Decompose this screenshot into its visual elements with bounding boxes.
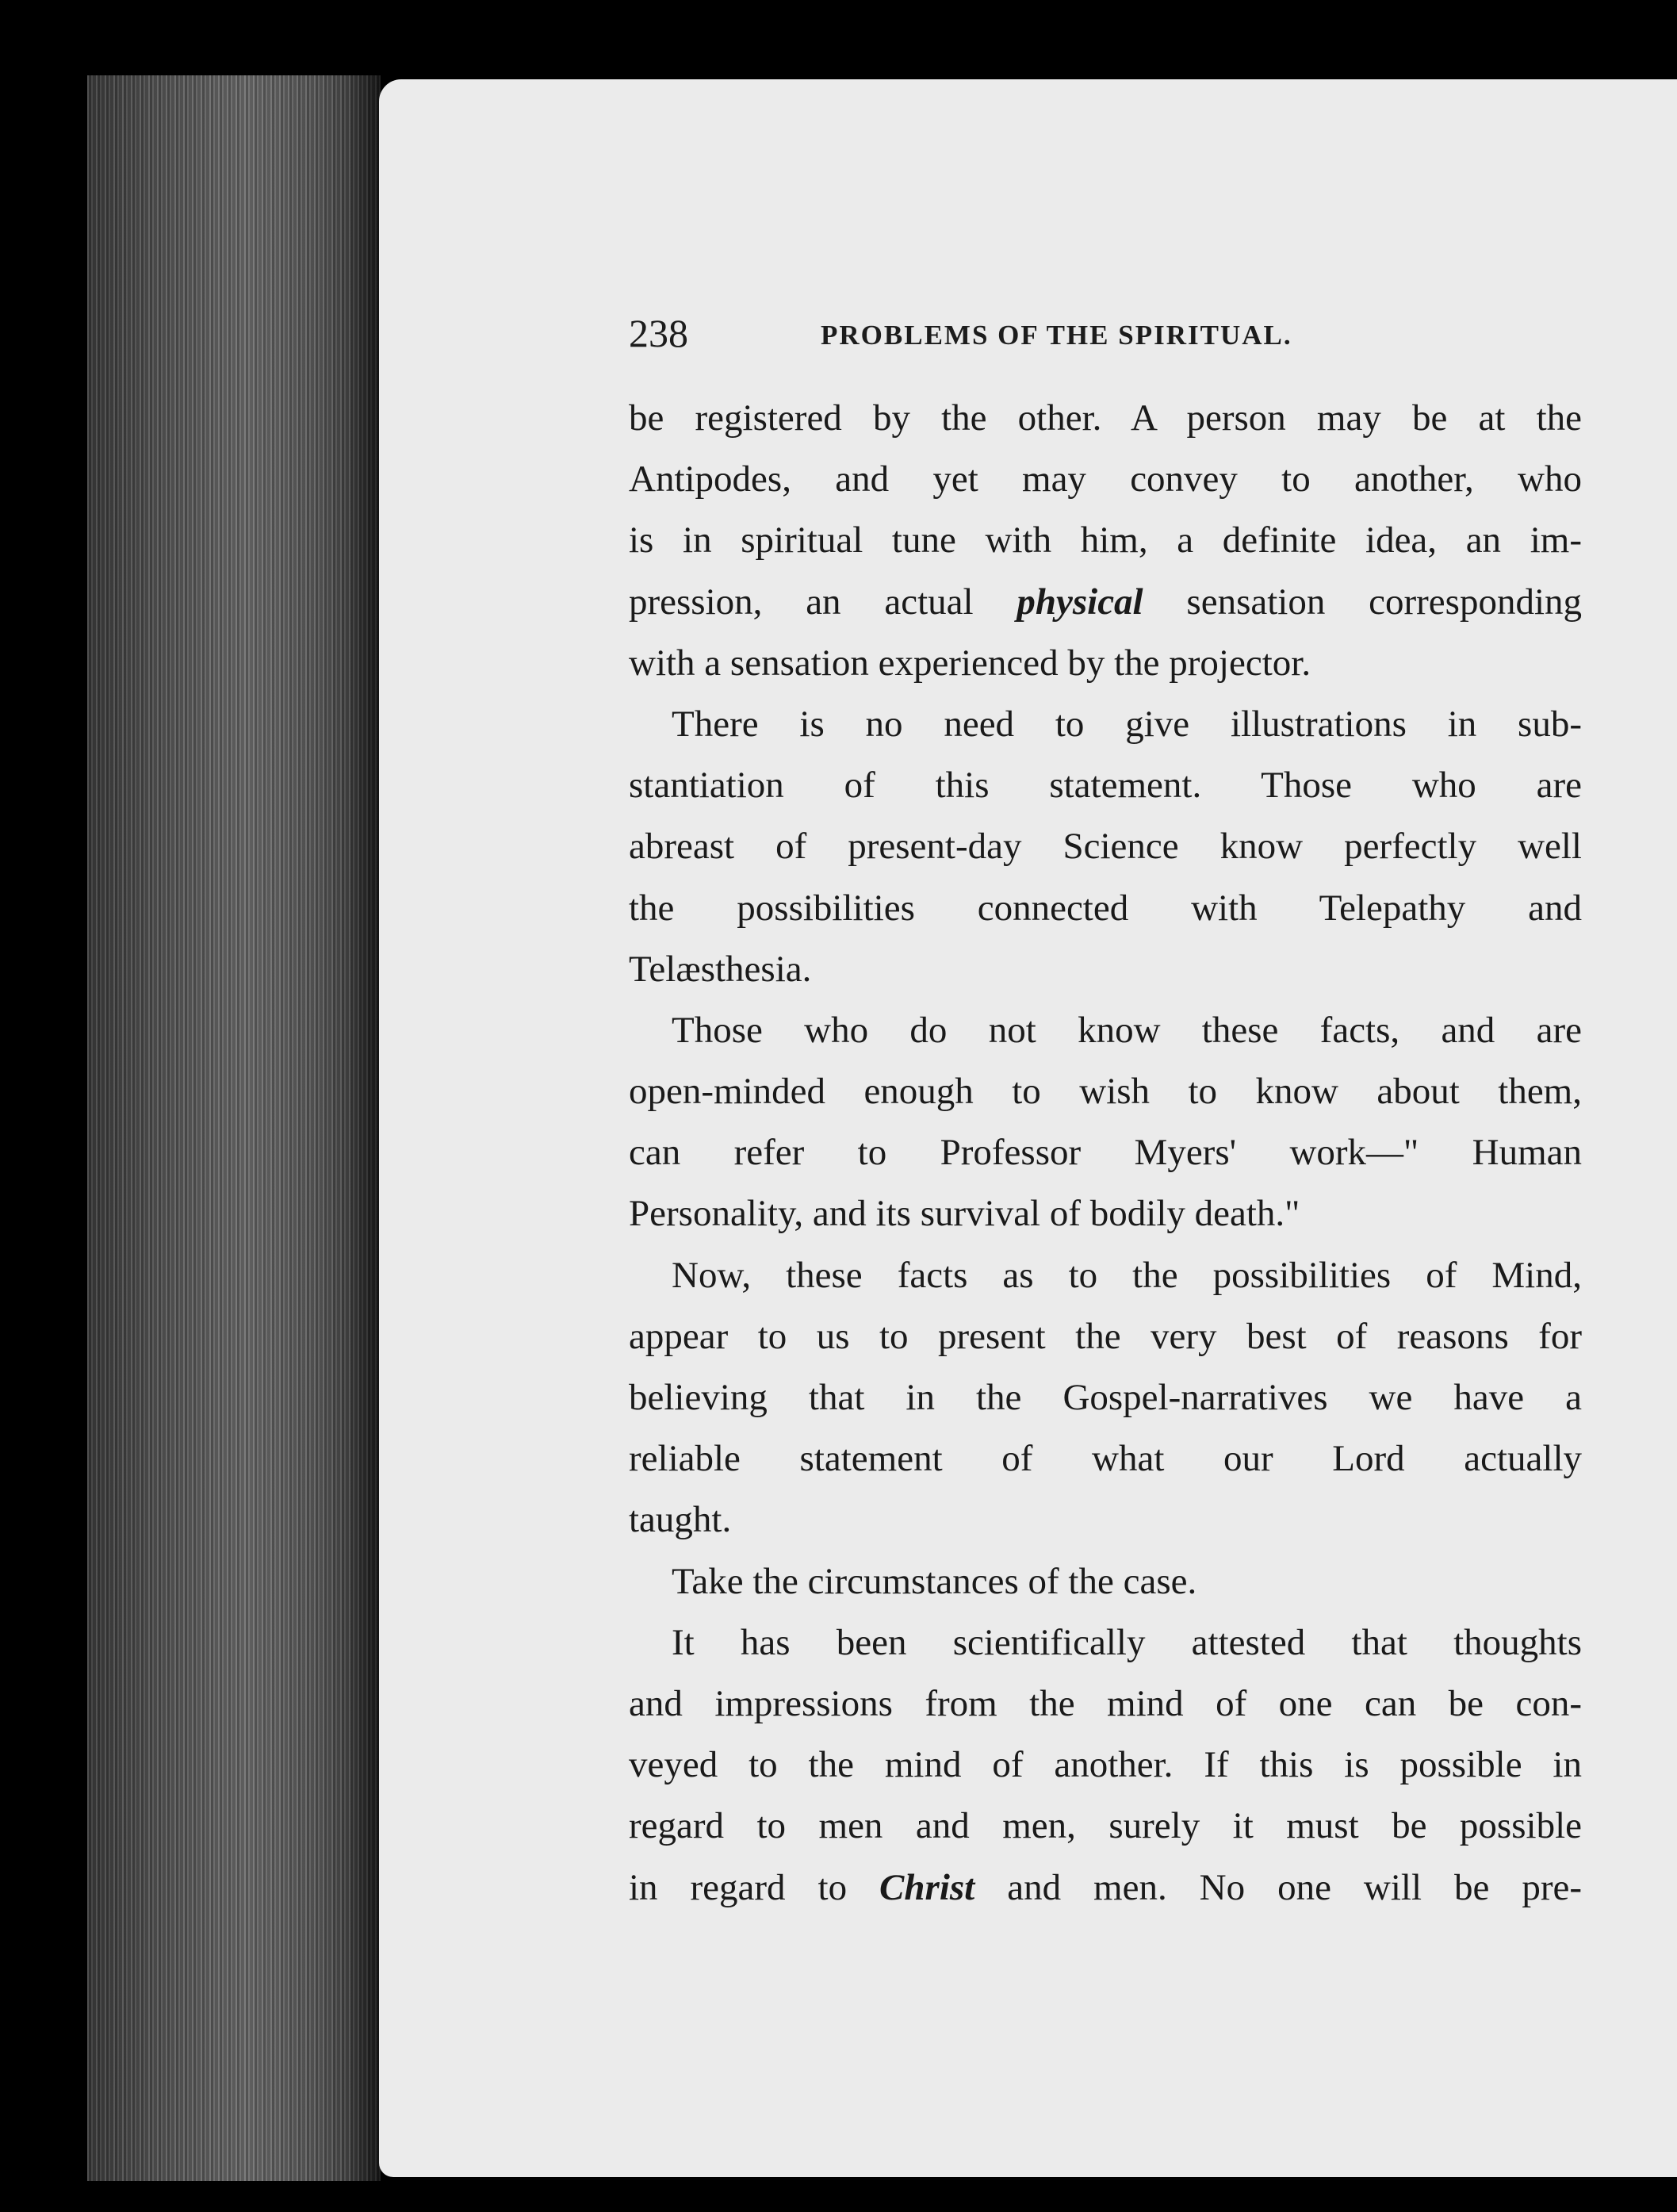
italic-word: physical (1017, 581, 1143, 623)
text-line: open-minded enough to wish to know about them, (629, 1071, 1582, 1113)
text-line: can refer to Professor Myers' work—" Human (629, 1132, 1582, 1174)
text-run: in regard to (629, 1866, 880, 1908)
text-line: Take the circumstances of the case. (672, 1560, 1197, 1602)
text-line: with a sensation experienced by the projector. (629, 642, 1311, 684)
text-line: appear to us to present the very best of reasons for (629, 1315, 1582, 1357)
paragraph (629, 1245, 1582, 1551)
text-line: Now, these facts as to the possibilities of Mind, (672, 1254, 1582, 1296)
text-line: Antipodes, and yet may convey to another, who (629, 458, 1582, 500)
running-head (629, 309, 1580, 357)
book-page-edges (87, 75, 381, 2181)
text-line: Personality, and its survival of bodily death." (629, 1193, 1300, 1235)
text-line: and impressions from the mind of one can be con- (629, 1682, 1582, 1724)
text-line: regard to men and men, surely it must be possible (629, 1805, 1582, 1847)
paragraph (629, 1000, 1582, 1245)
running-head-title: PROBLEMS OF THE SPIRITUAL. (821, 320, 1292, 351)
text-run: sensation corresponding (1143, 581, 1582, 623)
text-line: the possibilities connected with Telepathy and (629, 887, 1582, 929)
text-line: taught. (629, 1499, 732, 1541)
gutter-shadow (349, 75, 381, 2181)
body-text (629, 388, 1582, 1919)
text-run: pression, an actual (629, 581, 1017, 623)
paragraph (629, 1612, 1582, 1919)
text-line: abreast of present-day Science know perfectly well (629, 826, 1582, 868)
text-line: veyed to the mind of another. If this is possible in (629, 1744, 1582, 1786)
text-run: and men. No one will be pre- (974, 1866, 1582, 1908)
text-line: reliable statement of what our Lord actually (629, 1438, 1582, 1480)
text-line (629, 572, 1582, 633)
text-line (629, 1857, 1582, 1919)
text-line: Those who do not know these facts, and are (672, 1009, 1582, 1051)
text-line: It has been scientifically attested that thoughts (672, 1621, 1582, 1663)
paragraph (629, 694, 1582, 1000)
text-line: stantiation of this statement. Those who are (629, 765, 1582, 807)
italic-word: Christ (879, 1866, 975, 1908)
text-line: believing that in the Gospel-narratives we have a (629, 1377, 1582, 1418)
page-number: 238 (629, 311, 688, 355)
paragraph (629, 388, 1582, 694)
paragraph (629, 1551, 1582, 1612)
text-line: is in spiritual tune with him, a definite idea, an im- (629, 519, 1582, 562)
text-line: There is no need to give illustrations in sub- (672, 703, 1582, 745)
text-line: be registered by the other. A person may be at the (629, 397, 1582, 439)
text-line: Telæsthesia. (629, 948, 812, 990)
